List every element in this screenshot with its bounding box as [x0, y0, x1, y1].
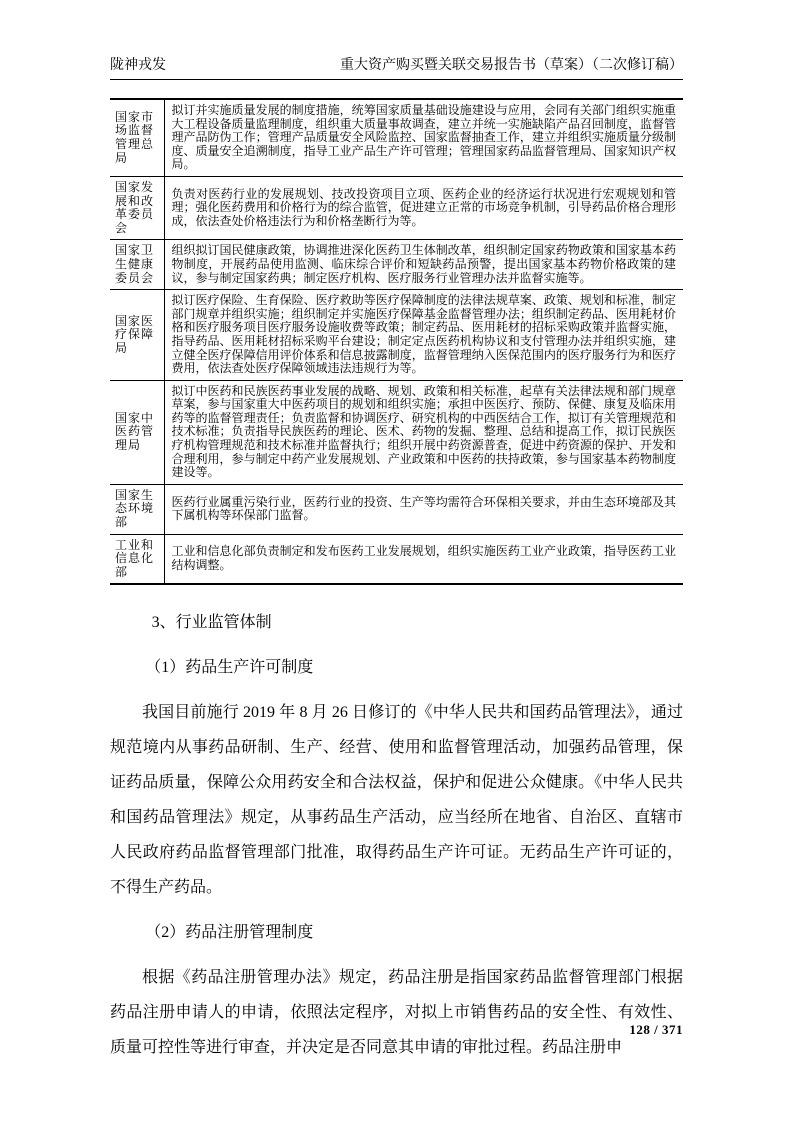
- agency-name-cell: 国家生态环境部: [110, 484, 164, 534]
- agency-name-cell: 国家发展和改革委员会: [110, 176, 164, 239]
- table-row: [110, 534, 683, 584]
- subsection-heading-2: （2）药品注册管理制度: [145, 924, 314, 942]
- agency-name-cell: 国家中医药管理局: [110, 380, 164, 484]
- agency-name-cell: 工业和信息化部: [110, 534, 164, 584]
- subsection-heading-1: （1）药品生产许可制度: [145, 659, 314, 677]
- document-header: [110, 0, 683, 80]
- agency-duty-cell: 工业和信息化部负责制定和发布医药工业发展规划，组织实施医药工业产业政策，指导医药工业结构调整。: [164, 534, 683, 584]
- agency-duty-cell: 拟订医疗保险、生育保险、医疗救助等医疗保障制度的法律法规草案、政策、规划和标准，制定部门规章并组织实施；组织制定并实施医疗保障基金监督管理办法；组织制定药品、医用耗材价格和医疗服务项目医疗服务设施收费等政策；制定药品、医用耗材的招标采购政策并监督实施，指导药品、医用耗材招标采购平台建设；制定定点医药机构协议和支付管理办法并组织实施，建立健全医疗保障信用评价体系和信息披露制度，监督管理纳入医保范围内的医疗服务行为和医疗费用，依法查处医疗保障领域违法违规行为等。: [164, 290, 683, 381]
- table-row: [110, 380, 683, 484]
- header-report-title: 重大资产购买暨关联交易报告书（草案）（二次修订稿）: [340, 58, 683, 73]
- agency-name-cell: 国家医疗保障局: [110, 290, 164, 381]
- table-row: [110, 290, 683, 381]
- regulators-table: [110, 98, 683, 585]
- section-heading: 3、行业监管体制: [151, 614, 272, 632]
- agency-duty-cell: 医药行业属重污染行业，医药行业的投资、生产等均需符合环保相关要求，并由生态环境部及其下属机构等环保部门监督。: [164, 484, 683, 534]
- agency-duty-cell: 负责对医药行业的发展规划、技改投资项目立项、医药企业的经济运行状况进行宏观规划和管理；强化医药费用和价格行为的综合监管，促进建立正常的市场竞争机制，引导药品价格合理形成，依法查处价格违法行为和价格垄断行为等。: [164, 176, 683, 239]
- body-text: [110, 605, 683, 1065]
- agency-name-cell: 国家卫生健康委员会: [110, 240, 164, 290]
- table-row: [110, 99, 683, 176]
- agency-duty-cell: 拟订并实施质量发展的制度措施，统筹国家质量基础设施建设与应用，会同有关部门组织实施重大工程设备质量监理制度，组织重大质量事故调查，建立并统一实施缺陷产品召回制度，监督管理产品防伪工作；管理产品质量安全风险监控、国家监督抽查工作，建立并组织实施质量分级制度、质量安全追溯制度，指导工业产品生产许可管理；管理国家药品监督管理局、国家知识产权局。: [171, 103, 676, 172]
- table-row: [110, 240, 683, 290]
- page-number: 128 / 371: [629, 1022, 683, 1037]
- page-content: [110, 0, 683, 1075]
- paragraph-drug-registration: 根据《药品注册管理办法》规定，药品注册是指国家药品监督管理部门根据药品注册申请人的申请，依照法定程序，对拟上市销售药品的安全性、有效性、质量可控性等进行审查，并决定是否同意其申请的审批过程。药品注册申: [110, 969, 683, 1057]
- agency-name-cell: 国家市场监督管理总局: [110, 99, 164, 176]
- agency-duty-cell: 组织拟订国民健康政策，协调推进深化医药卫生体制改革，组织制定国家药物政策和国家基本药物制度，开展药品使用监测、临床综合评价和短缺药品预警，提出国家基本药物价格政策的建议，参与制定国家药典；制定医疗机构、医疗服务行业管理办法并监督实施等。: [164, 240, 683, 290]
- paragraph-drug-production-license: 我国目前施行 2019 年 8 月 26 日修订的《中华人民共和国药品管理法》，通过规范境内从事药品研制、生产、经营、使用和监督管理活动，加强药品管理，保证药品质量，保障公众用药安全和合法权益，保护和促进公众健康。《中华人民共和国药品管理法》规定，从事药品生产活动，应当经所在地省、自治区、直辖市人民政府药品监督管理部门批准，取得药品生产许可证。无药品生产许可证的，不得生产药品。: [110, 704, 683, 897]
- table-row: [110, 484, 683, 534]
- agency-duty-cell: 拟订中医药和民族医药事业发展的战略、规划、政策和相关标准，起草有关法律法规和部门规章草案，参与国家重大中医药项目的规划和组织实施；承担中医医疗、预防、保健、康复及临床用药等的监督管理责任；负责监督和协调医疗、研究机构的中西医结合工作，拟订有关管理规范和技术标准；负责指导民族医药的理论、医术、药物的发掘、整理、总结和提高工作，拟订民族医疗机构管理规范和技术标准并监督执行；组织开展中药资源普查，促进中药资源的保护、开发和合理利用，参与制定中药产业发展规划、产业政策和中医药的扶持政策，参与国家基本药物制度建设等。: [164, 380, 683, 484]
- table-row: [110, 176, 683, 239]
- header-company-name: 陇神戎发: [110, 58, 166, 73]
